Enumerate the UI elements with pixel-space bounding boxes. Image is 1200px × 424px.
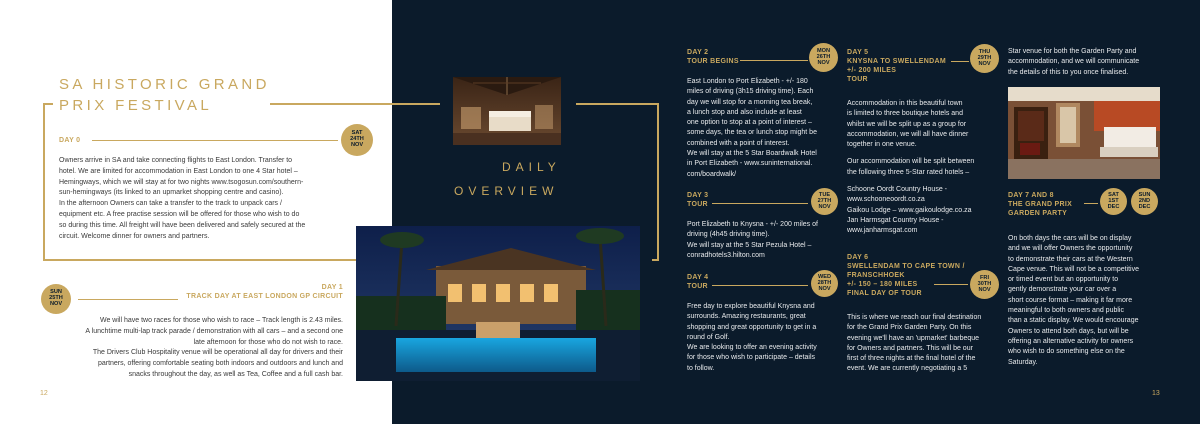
text-line: first of three nights at the final hotel of the: [847, 355, 976, 363]
text-line: a lunch stop and also include at least: [687, 108, 802, 116]
text-line: evening we'll have an 'upmarket' barbeque: [847, 334, 980, 342]
day7-date-badge: [1100, 188, 1127, 215]
text-line: partners, offering comfortable seating both indoors and outdoors and lunch and: [97, 360, 343, 368]
badge-weekday: WED: [817, 274, 832, 280]
gold-connector-line: [270, 103, 440, 105]
day0-text: [59, 156, 359, 242]
badge-day: 28TH: [817, 280, 832, 287]
day2-date-badge: [809, 43, 838, 72]
text-line: In the afternoon Owners can take a transfer to the track to unpack cars /: [59, 200, 282, 208]
day78-label: [1008, 191, 1072, 218]
page-title: [59, 74, 299, 116]
text-line: Accommodation in this beautiful town: [847, 100, 963, 107]
badge-month: NOV: [978, 61, 991, 68]
day5-date-badge: [970, 44, 999, 73]
text-line: Schoone Oordt Country House -: [847, 186, 947, 194]
gold-frame-right-foot: [652, 259, 659, 261]
badge-weekday: SUN: [1138, 192, 1151, 198]
day78-label-line2: THE GRAND PRIX: [1008, 201, 1073, 208]
badge-day: 1ST: [1108, 198, 1119, 205]
text-line: gently demonstrate your car over a: [1008, 286, 1117, 294]
day1-date-badge: [41, 284, 71, 314]
text-line: surrounds. Amazing restaurants, great: [687, 313, 806, 321]
text-line: Hemingways, which we will stay at for two nights www.tsogosun.com/southern-: [59, 178, 304, 186]
text-line: who wish to do something else on the: [1008, 348, 1125, 356]
day0-label: DAY 0: [59, 137, 81, 144]
text-line: This is where we reach our final destination: [847, 314, 982, 321]
badge-day: 24TH: [350, 136, 364, 143]
text-line: A lunchtime multi-lap track parade / demonstration with all cars – and a second one: [85, 327, 343, 335]
day4-label-line2: TOUR: [687, 283, 708, 290]
day1-label-line2: TRACK DAY AT EAST LONDON GP CIRCUIT: [186, 293, 343, 300]
text-line: Owners arrive in SA and take connecting flights to East London. Transfer to: [59, 157, 293, 164]
day4-text: [687, 302, 839, 374]
text-line: short course format – making it far more: [1008, 296, 1133, 304]
badge-month: NOV: [818, 204, 831, 211]
gold-frame-bottom: [43, 259, 356, 261]
text-line: late afternoon for those who do not wish to race.: [193, 338, 343, 346]
text-line: Saturday.: [1008, 358, 1038, 366]
text-line: for the Grand Prix Garden Party. On this: [847, 324, 972, 332]
day6-date-badge: [970, 270, 999, 299]
text-line: and we will offer Owners the opportunity: [1008, 245, 1133, 253]
day6-label-line4: +/- 150 – 180 MILES: [847, 281, 918, 288]
text-line: together in one venue.: [847, 141, 917, 149]
text-line: day we will stop for a morning tea break,: [687, 98, 813, 106]
text-line: the details of this to you once finalised.: [1008, 68, 1129, 76]
text-line: so during this time. All freight will have been delivered and safely secured at the: [59, 221, 306, 229]
day6-label: [847, 253, 965, 298]
text-line: The Drivers Club Hospitality venue will be operational all day for drivers and their: [92, 349, 343, 357]
hotel-room-image: [1008, 87, 1160, 179]
text-line: Port Elizabeth to Knysna - +/- 200 miles of: [687, 221, 818, 228]
col3-intro-text: [1008, 47, 1168, 78]
text-line: some days, the tea or lunch stop might be: [687, 129, 817, 137]
text-line: offering an alternative activity for owners: [1008, 337, 1134, 345]
day1-text: [38, 316, 343, 381]
badge-weekday: SAT: [351, 130, 363, 136]
day3-label-line1: DAY 3: [687, 192, 709, 199]
day78-label-line1: DAY 7 AND 8: [1008, 192, 1054, 199]
day6-label-line2: SWELLENDAM TO CAPE TOWN /: [847, 263, 965, 270]
text-line: sun-hemingways (its linked to an upmarket shopping centre and casino).: [59, 189, 284, 197]
badge-weekday: SUN: [50, 289, 62, 295]
text-line: accommodation, we will all have dinner: [847, 130, 969, 138]
badge-month: NOV: [49, 301, 63, 308]
text-line: We are looking to offer an evening activity: [687, 344, 817, 352]
gold-frame-right-top: [576, 103, 659, 105]
lodge-interior-photo: [453, 77, 561, 145]
badge-month: NOV: [350, 142, 364, 149]
text-line: We will stay at the 5 Star Pezula Hotel –: [687, 241, 812, 249]
hotel-room-photo: [1008, 87, 1160, 179]
badge-month: NOV: [978, 287, 991, 294]
badge-day: 25TH: [49, 295, 63, 302]
badge-day: 29TH: [977, 55, 992, 62]
gold-frame-left: [43, 103, 45, 261]
day3-label: [687, 191, 708, 209]
day2-label-line1: DAY 2: [687, 49, 709, 56]
day4-label-line1: DAY 4: [687, 274, 709, 281]
text-line: Our accommodation will be split between: [847, 158, 975, 166]
text-line: is limited to three boutique hotels and: [847, 110, 963, 118]
spacer: [847, 150, 1001, 157]
day4-rule: [712, 285, 808, 286]
day1-label: [150, 283, 343, 301]
day6-label-line1: DAY 6: [847, 254, 869, 261]
text-line: Star venue for both the Garden Party and: [1008, 48, 1137, 55]
day3-date-badge: [811, 188, 838, 215]
text-line: than a static display. We would encourage: [1008, 317, 1139, 325]
day1-label-line1: DAY 1: [321, 284, 343, 291]
text-line: www.schooneoordt.co.za: [847, 196, 925, 204]
text-line: event. We are currently negotiating a 5: [847, 365, 968, 373]
text-line: Jan Harmsgat Country House -: [847, 216, 944, 224]
day6-rule: [934, 284, 968, 285]
day5-label-line3: +/- 200 MILES: [847, 67, 897, 74]
day5-label-line2: KNYSNA TO SWELLENDAM: [847, 58, 946, 65]
text-line: circuit. Welcome dinner for owners and partners.: [59, 232, 210, 240]
badge-month: NOV: [818, 286, 831, 293]
badge-weekday: FRI: [979, 275, 989, 281]
text-line: whilst we will be split up as a group for: [847, 120, 967, 128]
text-line: round of Golf.: [687, 333, 730, 341]
day3-text: [687, 220, 839, 261]
text-line: conradhotels3.hilton.com: [687, 251, 765, 259]
badge-day: 30TH: [977, 281, 992, 288]
text-line: East London to Port Elizabeth - +/- 180: [687, 78, 808, 85]
text-line: or timed event but an opportunity to: [1008, 276, 1119, 284]
page-number-right: 13: [1152, 390, 1160, 397]
text-line: driving (4h45 driving time).: [687, 231, 770, 239]
overview-heading: OVERVIEW: [454, 184, 559, 198]
day5-label-line1: DAY 5: [847, 49, 869, 56]
text-line: Owners to attend both days, but will be: [1008, 327, 1129, 335]
hotel-pool-photo: [356, 226, 640, 381]
daily-heading: DAILY: [502, 160, 561, 174]
text-line: Free day to explore beautiful Knysna and: [687, 303, 815, 310]
day2-rule: [740, 60, 808, 61]
day5-label: [847, 48, 946, 84]
day8-date-badge: [1131, 188, 1158, 215]
badge-month: NOV: [817, 60, 830, 67]
text-line: com/boardwalk/: [687, 170, 737, 178]
text-line: www.janharmsgat.com: [847, 227, 918, 235]
text-line: shopping and great opportunity to get in a: [687, 323, 817, 331]
text-line: the following three 5-Star rated hotels –: [847, 168, 970, 176]
badge-weekday: THU: [978, 49, 991, 55]
title-line-1: SA HISTORIC GRAND: [59, 76, 270, 93]
badge-day: 26TH: [816, 54, 831, 61]
badge-month: DEC: [1138, 204, 1151, 211]
spacer: [847, 178, 1001, 185]
day6-text: [847, 313, 1001, 375]
text-line: snacks throughout the day, as well as Tea, Coffee and a full cash bar.: [128, 370, 343, 378]
day3-label-line2: TOUR: [687, 201, 708, 208]
day4-date-badge: [811, 270, 838, 297]
text-line: We will stay at the 5 Star Boardwalk Hotel: [687, 150, 817, 158]
day3-rule: [712, 203, 808, 204]
day4-label: [687, 273, 708, 291]
text-line: for those who wish to participate – details: [687, 354, 816, 362]
text-line: Gaikou Lodge – www.gaikoulodge.co.za: [847, 206, 972, 214]
day5-label-line4: TOUR: [847, 76, 868, 83]
badge-weekday: TUE: [818, 192, 831, 198]
page-number-left: 12: [40, 390, 48, 397]
day6-label-line3: FRANSCHHOEK: [847, 272, 905, 279]
text-line: equipment etc. A free practise session will be offered for those who wish to do: [59, 210, 300, 218]
day5-text: [847, 99, 1001, 237]
day2-label: [687, 48, 739, 66]
text-line: We will have two races for those who wish to race – Track length is 2.43 miles.: [99, 317, 343, 324]
hotel-pool-image: [356, 226, 640, 381]
text-line: accommodation, and we will communicate: [1008, 58, 1140, 66]
badge-weekday: MON: [816, 48, 831, 54]
day78-text: [1008, 234, 1170, 368]
text-line: one option to stop at a point of interest –: [687, 119, 812, 127]
text-line: meaningful to both owners and public: [1008, 307, 1124, 315]
day78-label-line3: GARDEN PARTY: [1008, 210, 1068, 217]
gold-frame-right: [657, 103, 659, 261]
day0-rule: [92, 140, 338, 141]
text-line: to demonstrate their cars at the Western: [1008, 255, 1133, 263]
text-line: miles of driving (3h15 driving time). Each: [687, 88, 814, 96]
day0-date-badge: [341, 124, 373, 156]
gold-frame-top-tick: [43, 103, 53, 105]
badge-day: 2ND: [1138, 198, 1151, 205]
lodge-interior-image: [453, 77, 561, 145]
text-line: combined with a point of interest.: [687, 139, 790, 147]
text-line: Cape venue. This will not be a competitive: [1008, 265, 1139, 273]
text-line: for Owners and partners. This will be our: [847, 344, 973, 352]
badge-weekday: SAT: [1108, 192, 1119, 198]
day5-rule: [951, 61, 969, 62]
day6-label-line5: FINAL DAY OF TOUR: [847, 290, 922, 297]
text-line: On both days the cars will be on display: [1008, 235, 1132, 242]
badge-month: DEC: [1107, 204, 1120, 211]
day2-text: [687, 77, 839, 180]
text-line: hotel. We are limited for accommodation in East London to one 4 Star hotel –: [59, 167, 298, 175]
day78-rule: [1084, 203, 1098, 204]
badge-day: 27TH: [817, 198, 832, 205]
title-line-2: PRIX FESTIVAL: [59, 97, 213, 114]
text-line: to follow.: [687, 364, 715, 372]
day2-label-line2: TOUR BEGINS: [687, 58, 739, 65]
text-line: in Port Elizabeth - www.suninternational.: [687, 160, 813, 168]
